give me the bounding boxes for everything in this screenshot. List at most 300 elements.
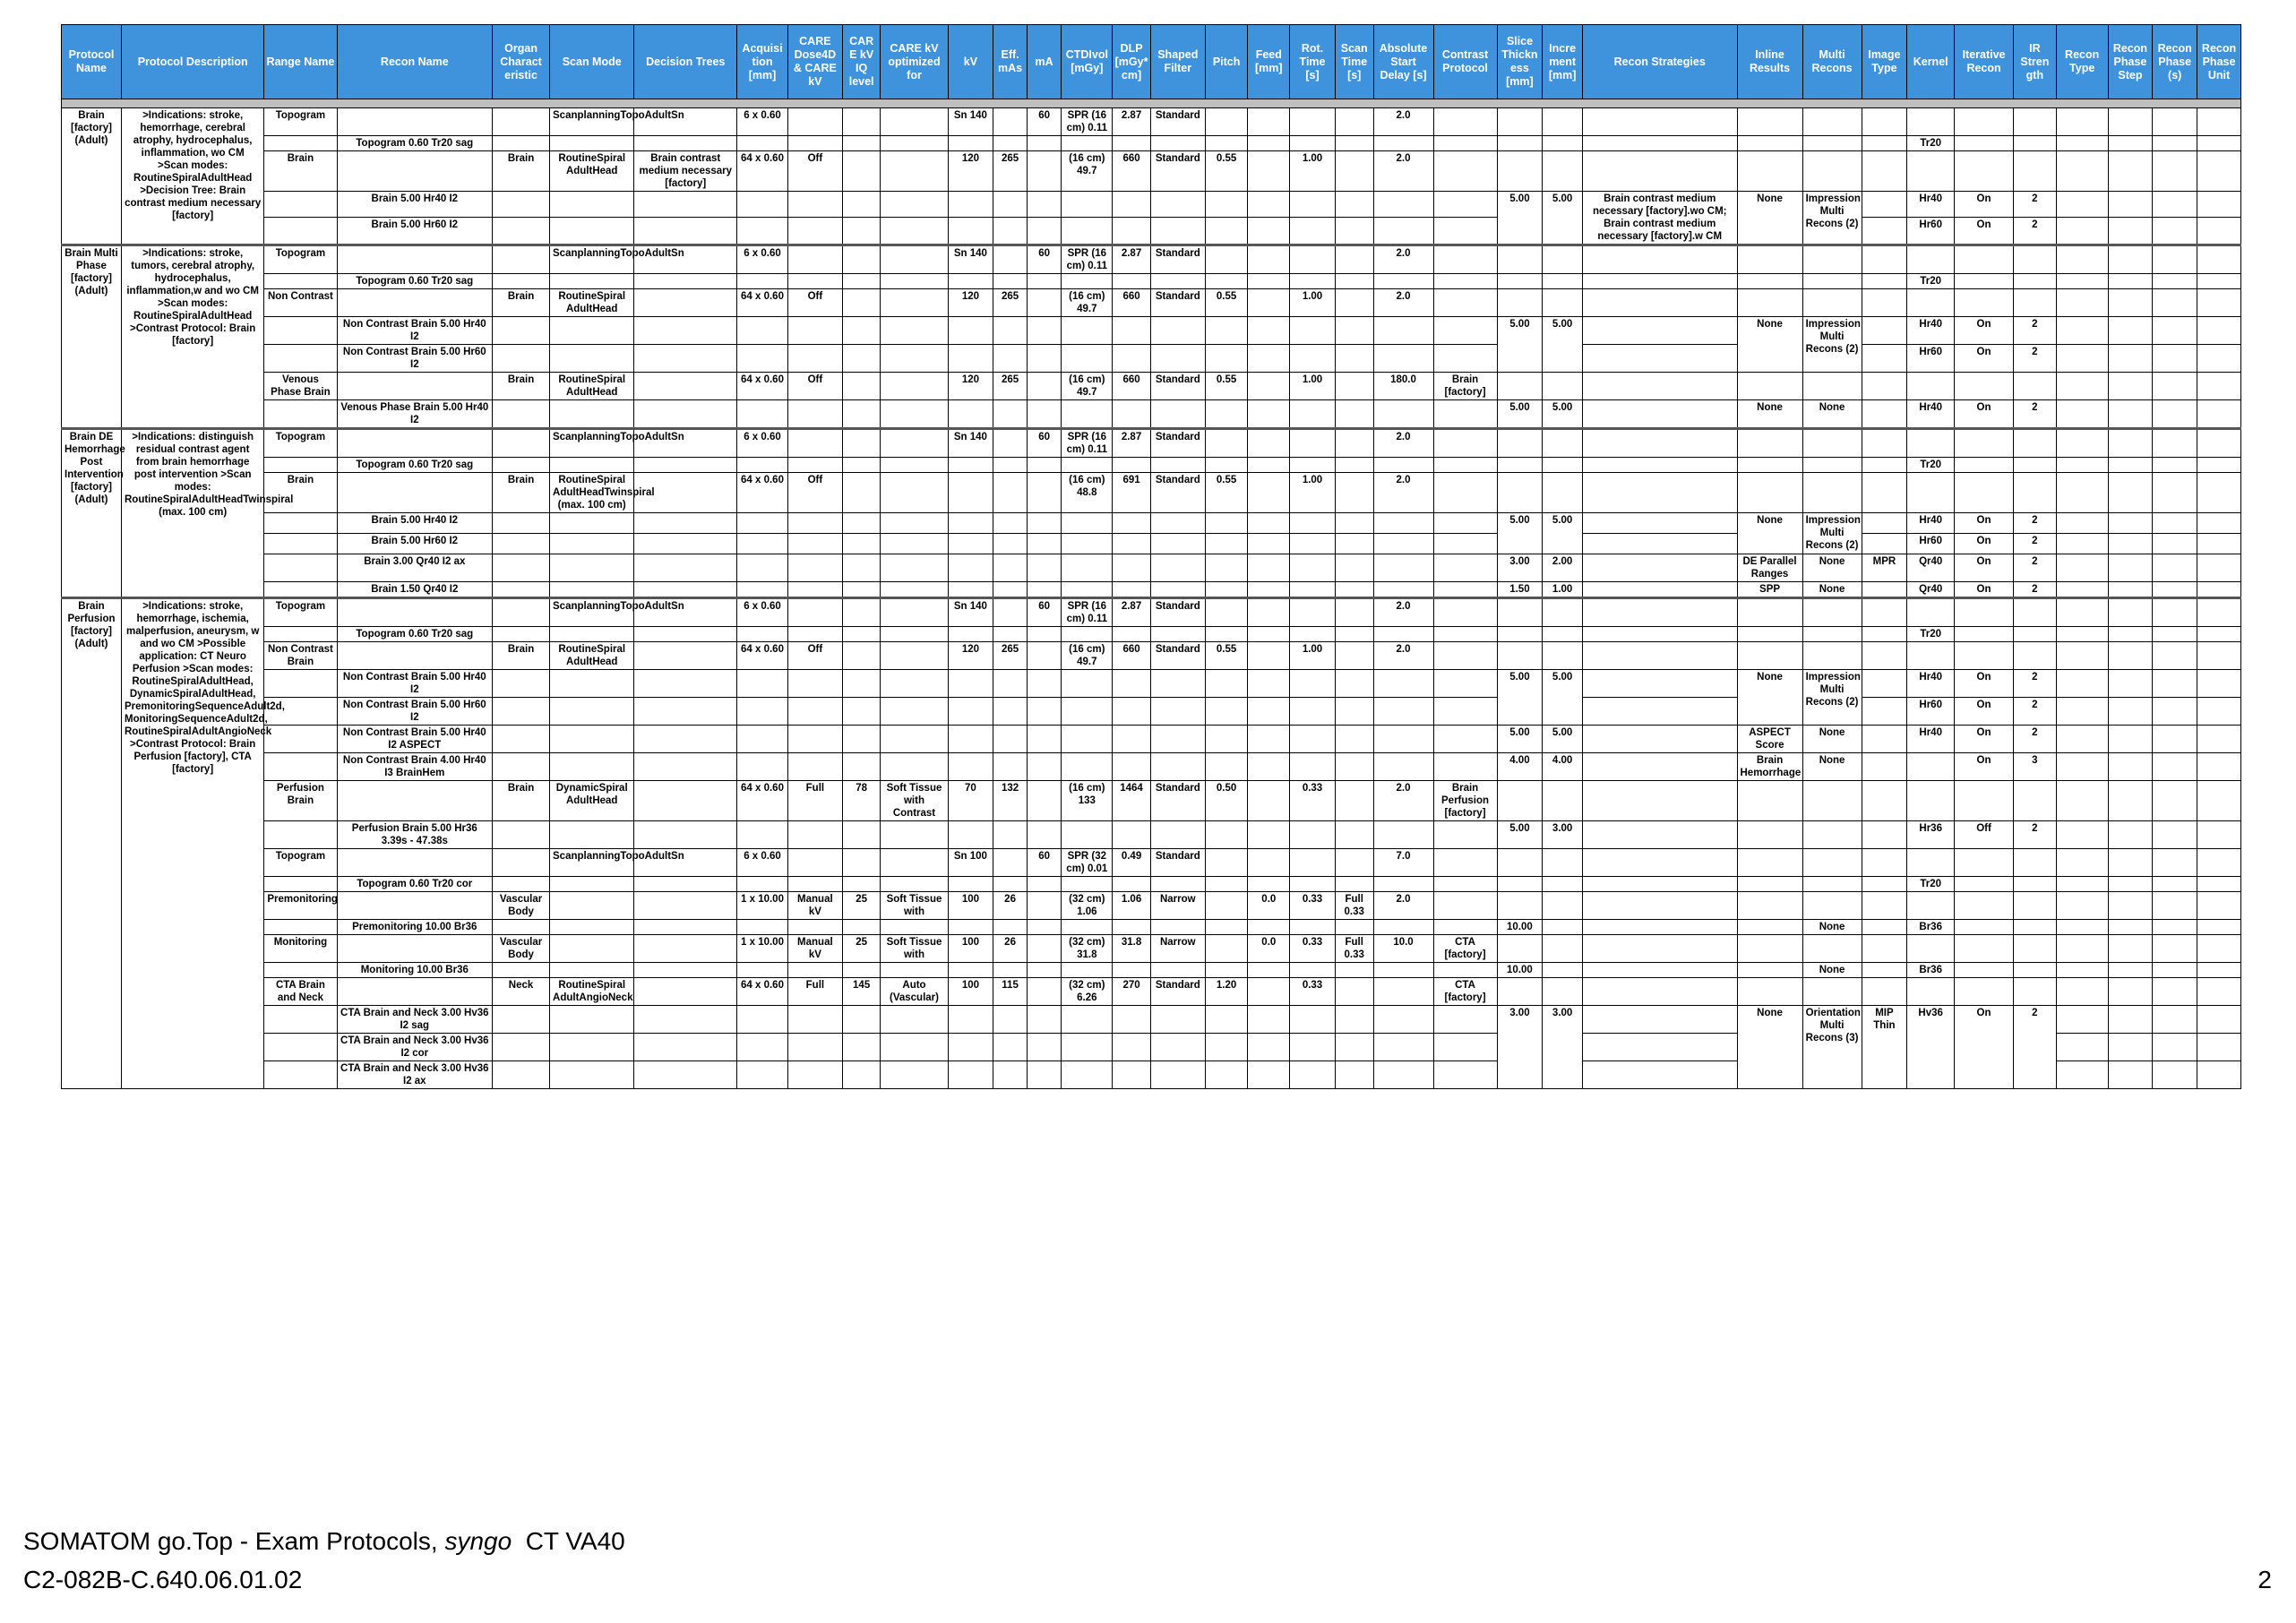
cell-inline-results: [1737, 891, 1802, 919]
cell-slice-thickness: [1497, 891, 1543, 919]
cell-iterative-recon: Off: [1955, 820, 2014, 848]
cell-care-kv-iq: [842, 400, 881, 429]
cell-kernel: [1907, 473, 1955, 513]
cell-absolute-start-delay: [1373, 513, 1433, 534]
cell-recon-phase-step: [2108, 725, 2153, 752]
cell-decision-trees: [634, 876, 737, 891]
cell-recon-name: [337, 108, 493, 136]
cell-recon-type: [2056, 891, 2108, 919]
cell-care-kv-optimized: [881, 245, 948, 274]
cell-rot-time: [1290, 274, 1336, 289]
cell-organ-characteristic: Brain: [493, 151, 550, 192]
cell-scan-time: [1335, 962, 1373, 977]
cell-eff-mas: [993, 597, 1028, 626]
cell-dlp: 660: [1113, 151, 1151, 192]
cell-ma: [1027, 581, 1062, 597]
cell-ir-strength: [2014, 641, 2057, 669]
cell-ctdivol: [1062, 697, 1113, 725]
column-header-recon-phase-step: Recon Phase Step: [2108, 25, 2153, 99]
cell-pitch: [1205, 820, 1248, 848]
column-header-acquisition: Acquisi tion [mm]: [737, 25, 788, 99]
cell-kernel: Hr40: [1907, 513, 1955, 534]
cell-iterative-recon: [1955, 977, 2014, 1005]
cell-range-name: [264, 962, 337, 977]
cell-range-name: Venous Phase Brain: [264, 373, 337, 400]
cell-recon-phase-unit: [2197, 669, 2241, 697]
cell-inline-results: [1737, 289, 1802, 317]
cell-feed: [1248, 919, 1290, 934]
column-header-recon-phase-unit: Recon Phase Unit: [2197, 25, 2241, 99]
cell-dlp: [1113, 581, 1151, 597]
cell-inline-results: [1737, 274, 1802, 289]
cell-range-name: [264, 581, 337, 597]
cell-organ-characteristic: [493, 245, 550, 274]
cell-ir-strength: [2014, 373, 2057, 400]
cell-recon-type: [2056, 317, 2108, 345]
cell-ctdivol: [1062, 533, 1113, 554]
protocol-description-cell: >Indications: stroke, tumors, cerebral atrophy, hydrocephalus, inflammation,w and wo CM >Scan modes: RoutineSpiralAdultHead >Contrast Protocol: Brain [factory]: [121, 245, 263, 429]
cell-recon-phase-s: [2153, 458, 2197, 473]
cell-kernel: Hr36: [1907, 820, 1955, 848]
cell-rot-time: 0.33: [1290, 891, 1336, 919]
cell-scan-time: [1335, 108, 1373, 136]
cell-range-name: Topogram: [264, 429, 337, 458]
cell-absolute-start-delay: [1373, 876, 1433, 891]
cell-recon-phase-s: [2153, 429, 2197, 458]
cell-absolute-start-delay: 2.0: [1373, 641, 1433, 669]
cell-recon-phase-step: [2108, 962, 2153, 977]
cell-ir-strength: [2014, 597, 2057, 626]
cell-recon-phase-s: [2153, 136, 2197, 151]
cell-dlp: [1113, 752, 1151, 780]
cell-recon-name: CTA Brain and Neck 3.00 Hv36 I2 sag: [337, 1006, 493, 1034]
cell-recon-phase-s: [2153, 373, 2197, 400]
cell-inline-results: [1737, 934, 1802, 962]
cell-iterative-recon: [1955, 934, 2014, 962]
cell-contrast-protocol: [1433, 820, 1497, 848]
cell-image-type: [1862, 641, 1907, 669]
cell-scan-mode: ScanplanningTopoAdultSn: [550, 597, 634, 626]
cell-image-type: [1862, 891, 1907, 919]
cell-kv: [948, 669, 993, 697]
cell-dlp: [1113, 458, 1151, 473]
cell-organ-characteristic: [493, 848, 550, 876]
cell-kv: Sn 100: [948, 848, 993, 876]
cell-recon-name: Brain 5.00 Hr60 I2: [337, 533, 493, 554]
cell-recon-phase-unit: [2197, 1006, 2241, 1034]
cell-contrast-protocol: [1433, 533, 1497, 554]
cell-slice-thickness: 10.00: [1497, 962, 1543, 977]
cell-range-name: [264, 919, 337, 934]
cell-pitch: [1205, 697, 1248, 725]
cell-scan-time: [1335, 697, 1373, 725]
cell-scan-time: [1335, 919, 1373, 934]
cell-recon-strategies: [1582, 1034, 1737, 1061]
cell-ma: [1027, 820, 1062, 848]
cell-slice-thickness: [1497, 876, 1543, 891]
cell-organ-characteristic: [493, 697, 550, 725]
cell-absolute-start-delay: [1373, 192, 1433, 218]
cell-recon-strategies: [1582, 581, 1737, 597]
cell-ir-strength: 2: [2014, 697, 2057, 725]
table-row: [62, 473, 2241, 513]
cell-recon-phase-s: [2153, 274, 2197, 289]
cell-absolute-start-delay: [1373, 1034, 1433, 1061]
cell-kernel: Tr20: [1907, 274, 1955, 289]
cell-ma: 60: [1027, 245, 1062, 274]
cell-ctdivol: SPR (16 cm) 0.11: [1062, 597, 1113, 626]
cell-ir-strength: 2: [2014, 400, 2057, 429]
cell-acquisition: [737, 725, 788, 752]
cell-scan-mode: [550, 192, 634, 218]
cell-scan-mode: RoutineSpiral AdultAngioNeck: [550, 977, 634, 1005]
cell-care-dose4d: [787, 669, 842, 697]
cell-recon-type: [2056, 626, 2108, 641]
cell-decision-trees: [634, 891, 737, 919]
cell-kernel: Hr40: [1907, 317, 1955, 345]
cell-dlp: [1113, 345, 1151, 373]
cell-recon-phase-unit: [2197, 274, 2241, 289]
cell-care-kv-iq: [842, 218, 881, 245]
column-header-inline-results: Inline Results: [1737, 25, 1802, 99]
cell-recon-phase-unit: [2197, 513, 2241, 534]
cell-ctdivol: (32 cm) 1.06: [1062, 891, 1113, 919]
cell-ma: [1027, 962, 1062, 977]
cell-care-kv-optimized: [881, 429, 948, 458]
cell-kernel: [1907, 934, 1955, 962]
cell-ir-strength: 2: [2014, 192, 2057, 218]
cell-pitch: [1205, 1061, 1248, 1089]
cell-ir-strength: [2014, 136, 2057, 151]
cell-recon-phase-unit: [2197, 848, 2241, 876]
cell-recon-strategies: [1582, 848, 1737, 876]
cell-scan-mode: [550, 1006, 634, 1034]
cell-acquisition: [737, 136, 788, 151]
cell-recon-strategies: [1582, 245, 1737, 274]
cell-recon-strategies: [1582, 458, 1737, 473]
cell-decision-trees: [634, 554, 737, 581]
cell-shaped-filter: Standard: [1150, 977, 1205, 1005]
cell-recon-phase-step: [2108, 581, 2153, 597]
cell-rot-time: [1290, 317, 1336, 345]
cell-recon-name: Non Contrast Brain 5.00 Hr40 I2 ASPECT: [337, 725, 493, 752]
cell-care-kv-optimized: [881, 513, 948, 534]
table-row: [62, 780, 2241, 820]
cell-decision-trees: [634, 820, 737, 848]
cell-shaped-filter: [1150, 1061, 1205, 1089]
cell-recon-type: [2056, 274, 2108, 289]
cell-absolute-start-delay: [1373, 669, 1433, 697]
cell-shaped-filter: [1150, 697, 1205, 725]
cell-recon-name: Monitoring 10.00 Br36: [337, 962, 493, 977]
cell-organ-characteristic: [493, 218, 550, 245]
cell-increment: [1543, 626, 1583, 641]
cell-ma: [1027, 919, 1062, 934]
cell-ma: [1027, 458, 1062, 473]
cell-image-type: [1862, 429, 1907, 458]
cell-image-type: [1862, 581, 1907, 597]
cell-scan-time: [1335, 192, 1373, 218]
cell-rot-time: [1290, 697, 1336, 725]
cell-eff-mas: 265: [993, 373, 1028, 400]
cell-decision-trees: [634, 581, 737, 597]
cell-scan-time: [1335, 752, 1373, 780]
cell-eff-mas: 26: [993, 934, 1028, 962]
cell-pitch: [1205, 626, 1248, 641]
cell-ir-strength: 2: [2014, 533, 2057, 554]
cell-iterative-recon: [1955, 373, 2014, 400]
cell-recon-name: [337, 289, 493, 317]
cell-rot-time: 0.33: [1290, 977, 1336, 1005]
cell-inline-results: None: [1737, 317, 1802, 373]
cell-recon-phase-s: [2153, 192, 2197, 218]
cell-recon-type: [2056, 554, 2108, 581]
cell-recon-name: Brain 5.00 Hr40 I2: [337, 513, 493, 534]
cell-dlp: [1113, 1006, 1151, 1034]
cell-scan-mode: [550, 669, 634, 697]
cell-kv: [948, 192, 993, 218]
cell-ctdivol: [1062, 274, 1113, 289]
cell-care-kv-optimized: [881, 597, 948, 626]
cell-shaped-filter: [1150, 218, 1205, 245]
cell-scan-mode: ScanplanningTopoAdultSn: [550, 848, 634, 876]
cell-recon-phase-unit: [2197, 533, 2241, 554]
cell-kernel: Br36: [1907, 962, 1955, 977]
cell-image-type: [1862, 533, 1907, 554]
cell-increment: [1543, 891, 1583, 919]
cell-recon-strategies: [1582, 317, 1737, 345]
cell-decision-trees: [634, 513, 737, 534]
cell-increment: 5.00: [1543, 669, 1583, 725]
cell-feed: [1248, 977, 1290, 1005]
cell-ma: [1027, 289, 1062, 317]
cell-recon-name: [337, 373, 493, 400]
cell-multi-recons: None: [1802, 725, 1862, 752]
cell-eff-mas: 115: [993, 977, 1028, 1005]
cell-absolute-start-delay: [1373, 136, 1433, 151]
cell-kv: [948, 473, 993, 513]
cell-recon-phase-s: [2153, 554, 2197, 581]
cell-image-type: [1862, 345, 1907, 373]
cell-scan-mode: [550, 820, 634, 848]
cell-inline-results: [1737, 108, 1802, 136]
cell-shaped-filter: Standard: [1150, 473, 1205, 513]
cell-slice-thickness: 10.00: [1497, 919, 1543, 934]
cell-dlp: 1464: [1113, 780, 1151, 820]
cell-ir-strength: [2014, 848, 2057, 876]
cell-pitch: [1205, 848, 1248, 876]
cell-absolute-start-delay: [1373, 274, 1433, 289]
cell-recon-type: [2056, 513, 2108, 534]
cell-absolute-start-delay: 2.0: [1373, 597, 1433, 626]
cell-scan-mode: [550, 345, 634, 373]
cell-dlp: [1113, 192, 1151, 218]
cell-acquisition: [737, 218, 788, 245]
cell-slice-thickness: [1497, 274, 1543, 289]
table-row: [62, 820, 2241, 848]
cell-recon-strategies: [1582, 473, 1737, 513]
cell-contrast-protocol: [1433, 581, 1497, 597]
cell-image-type: [1862, 876, 1907, 891]
cell-pitch: 0.55: [1205, 641, 1248, 669]
cell-recon-name: [337, 473, 493, 513]
cell-kernel: [1907, 752, 1955, 780]
cell-inline-results: [1737, 597, 1802, 626]
cell-multi-recons: [1802, 458, 1862, 473]
cell-care-kv-iq: [842, 192, 881, 218]
cell-pitch: [1205, 725, 1248, 752]
cell-recon-strategies: [1582, 513, 1737, 534]
cell-organ-characteristic: [493, 317, 550, 345]
cell-contrast-protocol: [1433, 151, 1497, 192]
cell-range-name: [264, 345, 337, 373]
cell-recon-type: [2056, 289, 2108, 317]
cell-recon-phase-step: [2108, 876, 2153, 891]
cell-care-dose4d: [787, 962, 842, 977]
cell-scan-time: [1335, 400, 1373, 429]
cell-recon-name: Brain 5.00 Hr60 I2: [337, 218, 493, 245]
cell-scan-time: [1335, 218, 1373, 245]
cell-scan-mode: [550, 919, 634, 934]
cell-contrast-protocol: CTA [factory]: [1433, 977, 1497, 1005]
cell-ir-strength: [2014, 274, 2057, 289]
cell-care-kv-optimized: [881, 1061, 948, 1089]
cell-recon-phase-s: [2153, 669, 2197, 697]
cell-pitch: [1205, 752, 1248, 780]
cell-range-name: Non Contrast: [264, 289, 337, 317]
cell-eff-mas: [993, 192, 1028, 218]
cell-kv: 120: [948, 289, 993, 317]
cell-feed: [1248, 1034, 1290, 1061]
cell-care-kv-iq: 25: [842, 934, 881, 962]
cell-eff-mas: [993, 848, 1028, 876]
cell-ma: [1027, 752, 1062, 780]
cell-care-kv-optimized: [881, 289, 948, 317]
cell-range-name: [264, 669, 337, 697]
cell-recon-name: Non Contrast Brain 5.00 Hr60 I2: [337, 345, 493, 373]
cell-organ-characteristic: Vascular Body: [493, 891, 550, 919]
cell-contrast-protocol: [1433, 848, 1497, 876]
cell-shaped-filter: [1150, 1006, 1205, 1034]
cell-shaped-filter: Standard: [1150, 641, 1205, 669]
cell-shaped-filter: Standard: [1150, 245, 1205, 274]
cell-iterative-recon: [1955, 780, 2014, 820]
cell-ctdivol: [1062, 136, 1113, 151]
cell-organ-characteristic: [493, 345, 550, 373]
protocol-description-cell: >Indications: stroke, hemorrhage, ischemia, malperfusion, aneurysm, w and wo CM >Possible application: CT Neuro Perfusion >Scan modes: RoutineSpiralAdultHead, DynamicSpiralAdultHead, PremonitoringSequenceAdult2d, MonitoringSequenceAdult2d, RoutineSpiralAdultAngioNeck >Contrast Protocol: Brain Perfusion [factory], CTA [factory]: [121, 597, 263, 1089]
cell-recon-phase-s: [2153, 108, 2197, 136]
cell-care-kv-optimized: [881, 533, 948, 554]
cell-image-type: [1862, 458, 1907, 473]
cell-recon-name: Brain 3.00 Qr40 I2 ax: [337, 554, 493, 581]
cell-ir-strength: [2014, 473, 2057, 513]
cell-scan-mode: RoutineSpiral AdultHeadTwinspiral (max. 100 cm): [550, 473, 634, 513]
cell-care-dose4d: [787, 554, 842, 581]
cell-ctdivol: [1062, 752, 1113, 780]
cell-recon-strategies: [1582, 400, 1737, 429]
cell-recon-phase-step: [2108, 1061, 2153, 1089]
cell-recon-phase-unit: [2197, 245, 2241, 274]
cell-recon-phase-step: [2108, 626, 2153, 641]
cell-dlp: [1113, 554, 1151, 581]
cell-care-kv-iq: 25: [842, 891, 881, 919]
cell-increment: [1543, 136, 1583, 151]
cell-organ-characteristic: [493, 192, 550, 218]
cell-inline-results: DE Parallel Ranges: [1737, 554, 1802, 581]
cell-ir-strength: [2014, 108, 2057, 136]
cell-care-kv-optimized: [881, 725, 948, 752]
cell-organ-characteristic: [493, 597, 550, 626]
cell-kernel: [1907, 429, 1955, 458]
cell-recon-strategies: [1582, 641, 1737, 669]
cell-absolute-start-delay: 180.0: [1373, 373, 1433, 400]
cell-ma: [1027, 780, 1062, 820]
cell-feed: [1248, 400, 1290, 429]
cell-slice-thickness: [1497, 473, 1543, 513]
cell-recon-strategies: [1582, 977, 1737, 1005]
cell-iterative-recon: On: [1955, 218, 2014, 245]
cell-multi-recons: Impression Multi Recons (2): [1802, 513, 1862, 554]
cell-decision-trees: [634, 345, 737, 373]
cell-dlp: 2.87: [1113, 597, 1151, 626]
cell-recon-type: [2056, 218, 2108, 245]
cell-recon-name: Premonitoring 10.00 Br36: [337, 919, 493, 934]
cell-recon-type: [2056, 136, 2108, 151]
cell-absolute-start-delay: [1373, 697, 1433, 725]
cell-kv: [948, 1061, 993, 1089]
cell-organ-characteristic: [493, 136, 550, 151]
cell-eff-mas: [993, 1006, 1028, 1034]
cell-care-dose4d: [787, 513, 842, 534]
cell-image-type: [1862, 697, 1907, 725]
cell-multi-recons: [1802, 641, 1862, 669]
cell-recon-type: [2056, 108, 2108, 136]
cell-care-dose4d: [787, 848, 842, 876]
table-row: [62, 752, 2241, 780]
cell-ctdivol: [1062, 581, 1113, 597]
cell-image-type: [1862, 669, 1907, 697]
cell-recon-name: [337, 780, 493, 820]
cell-ctdivol: (32 cm) 31.8: [1062, 934, 1113, 962]
cell-ir-strength: [2014, 780, 2057, 820]
cell-kv: [948, 400, 993, 429]
cell-feed: [1248, 458, 1290, 473]
cell-inline-results: [1737, 429, 1802, 458]
cell-inline-results: ASPECT Score: [1737, 725, 1802, 752]
cell-recon-name: Topogram 0.60 Tr20 sag: [337, 626, 493, 641]
column-header-protocol-name: Protocol Name: [62, 25, 122, 99]
cell-slice-thickness: 4.00: [1497, 752, 1543, 780]
cell-feed: [1248, 317, 1290, 345]
cell-recon-name: [337, 977, 493, 1005]
cell-slice-thickness: [1497, 597, 1543, 626]
cell-multi-recons: [1802, 891, 1862, 919]
cell-pitch: 0.55: [1205, 473, 1248, 513]
cell-care-kv-optimized: Auto (Vascular): [881, 977, 948, 1005]
cell-absolute-start-delay: 7.0: [1373, 848, 1433, 876]
cell-range-name: [264, 876, 337, 891]
cell-recon-phase-step: [2108, 919, 2153, 934]
cell-scan-time: [1335, 977, 1373, 1005]
cell-recon-phase-unit: [2197, 977, 2241, 1005]
cell-kv: Sn 140: [948, 429, 993, 458]
cell-recon-type: [2056, 1006, 2108, 1034]
cell-recon-phase-s: [2153, 919, 2197, 934]
cell-rot-time: 1.00: [1290, 289, 1336, 317]
cell-recon-name: [337, 597, 493, 626]
cell-increment: 1.00: [1543, 581, 1583, 597]
cell-scan-mode: ScanplanningTopoAdultSn: [550, 245, 634, 274]
